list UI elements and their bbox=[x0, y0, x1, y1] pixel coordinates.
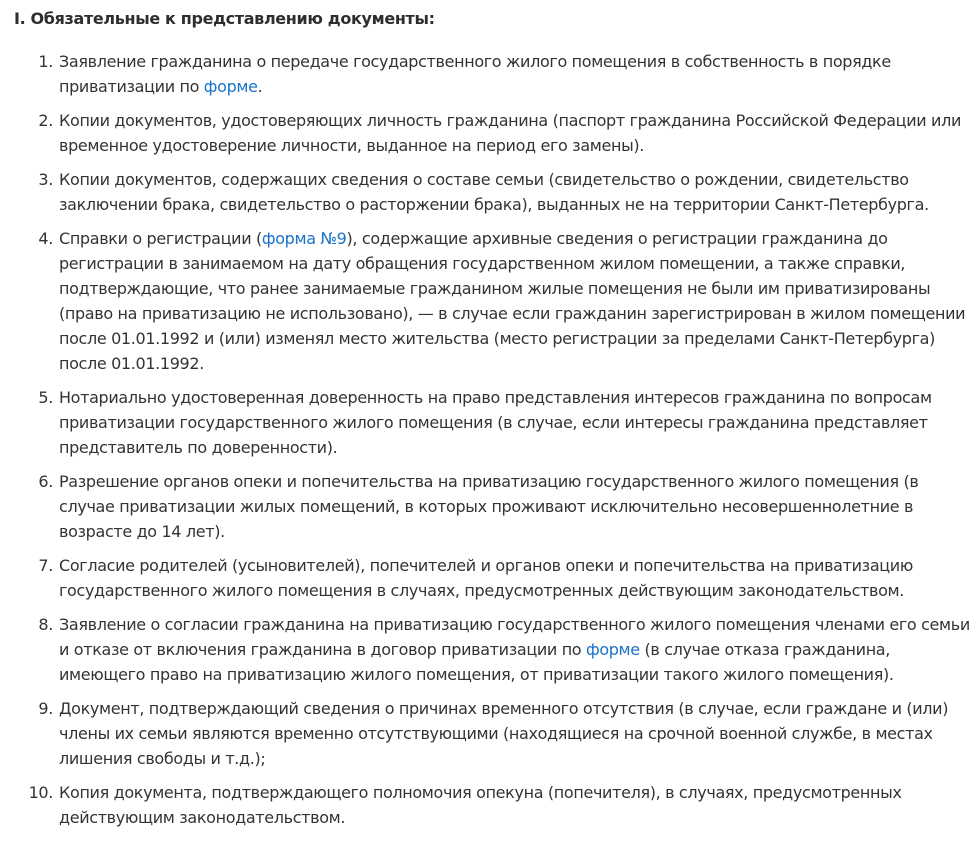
item-number: 1. bbox=[38, 52, 53, 71]
item-number: 10. bbox=[28, 783, 53, 802]
item-text bbox=[59, 226, 970, 376]
list-item bbox=[0, 469, 970, 544]
form-link[interactable]: форме bbox=[585, 640, 640, 659]
item-number: 7. bbox=[38, 556, 53, 575]
section-title: I. Обязательные к представлению документы: bbox=[14, 9, 435, 28]
item-text-part: . bbox=[257, 77, 263, 96]
item-number: 8. bbox=[38, 615, 53, 634]
form-link[interactable]: форме bbox=[203, 77, 258, 96]
list-item bbox=[0, 108, 970, 158]
item-text bbox=[59, 49, 970, 99]
item-text: Согласие родителей (усыновителей), попечителей и органов опеки и попечительства на приватизацию государственного жилого помещения в случаях, предусмотренных действующим законодательством. bbox=[59, 556, 913, 600]
item-text-part: ), содержащие архивные сведения о регистрации гражданина до регистрации в занимаемом на дату обращения государственном жилом помещении, а также справки, подтверждающие, что ранее занимаемые гражданином жилые помещения не были им приватизированы (право на приватизацию не использовано), — в случае если гражданин зарегистрирован в жилом помещении после 01.01.1992 и (или) изменял место жительства (место регистрации за пределами Санкт-Петербурга) после 01.01.1992. bbox=[59, 229, 966, 373]
item-text: Разрешение органов опеки и попечительства на приватизацию государственного жилого помещения (в случае приватизации жилых помещений, в которых проживают исключительно несовершеннолетние в возрасте до 14 лет). bbox=[59, 472, 919, 541]
item-text-part: Заявление о согласии гражданина на приватизацию государственного жилого помещения членами его семьи и отказе от включения гражданина в договор приватизации по bbox=[59, 615, 970, 659]
list-item bbox=[0, 696, 970, 771]
required-documents-list bbox=[0, 49, 970, 839]
item-number: 3. bbox=[38, 170, 53, 189]
list-item bbox=[0, 226, 970, 376]
item-text-part: Справки о регистрации ( bbox=[59, 229, 262, 248]
item-number: 5. bbox=[38, 388, 53, 407]
item-text: Нотариально удостоверенная доверенность на право представления интересов гражданина по вопросам приватизации государственного жилого помещения (в случае, если интересы гражданина представляет представитель по доверенности). bbox=[59, 388, 932, 457]
item-text bbox=[59, 612, 970, 687]
form-9-link[interactable]: форма №9 bbox=[261, 229, 347, 248]
list-item bbox=[0, 780, 970, 830]
item-text-part: (в случае отказа гражданина, имеющего право на приватизацию жилого помещения, от приватизации такого жилого помещения). bbox=[59, 640, 894, 684]
list-item bbox=[0, 553, 970, 603]
item-number: 2. bbox=[38, 111, 53, 130]
item-number: 4. bbox=[38, 229, 53, 248]
item-text-part: Заявление гражданина о передаче государственного жилого помещения в собственность в порядке приватизации по bbox=[59, 52, 891, 96]
list-item bbox=[0, 49, 970, 99]
list-item bbox=[0, 385, 970, 460]
list-item bbox=[0, 612, 970, 687]
item-text: Копии документов, удостоверяющих личность гражданина (паспорт гражданина Российской Федерации или временное удостоверение личности, выданное на период его замены). bbox=[59, 111, 962, 155]
item-text: Документ, подтверждающий сведения о причинах временного отсутствия (в случае, если граждане и (или) члены их семьи являются временно отсутствующими (находящиеся на срочной военной службе, в местах лишения свободы и т.д.); bbox=[59, 699, 949, 768]
item-text: Копии документов, содержащих сведения о составе семьи (свидетельство о рождении, свидетельство заключении брака, свидетельство о расторжении брака), выданных не на территории Санкт-Петербурга. bbox=[59, 170, 929, 214]
item-number: 6. bbox=[38, 472, 53, 491]
list-item bbox=[0, 167, 970, 217]
item-text: Копия документа, подтверждающего полномочия опекуна (попечителя), в случаях, предусмотренных действующим законодательством. bbox=[59, 783, 902, 827]
item-number: 9. bbox=[38, 699, 53, 718]
